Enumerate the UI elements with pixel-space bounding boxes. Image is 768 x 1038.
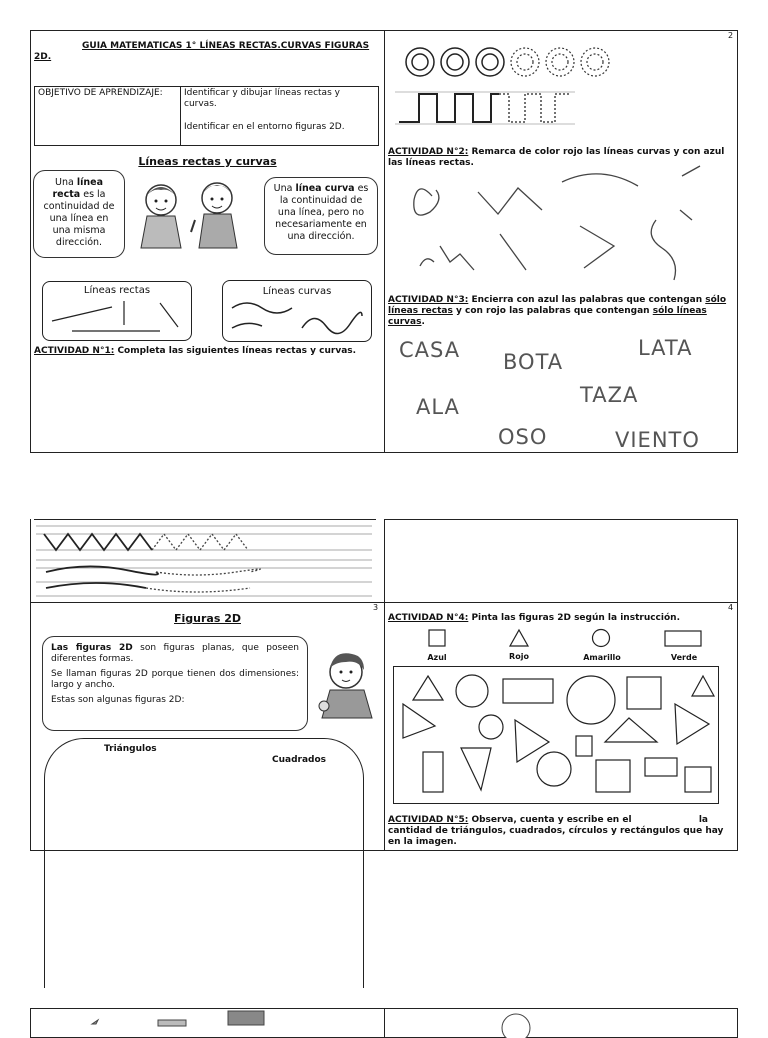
label-squares: Cuadrados [272,755,327,765]
activity-4 [388,613,734,624]
activity-5-text-b: la [698,815,708,825]
zigzag-wave-tracing [36,522,376,600]
legend-rojo: Rojo [509,652,529,661]
bubble-paragraph-1 [51,643,299,665]
children-illustration [125,172,265,254]
activity-3 [388,295,734,328]
activity-3-text-b: y con rojo las palabras que contengan [452,306,653,316]
word-viento: VIENTO [615,428,700,452]
bubble-text-1: son figuras planas, que poseen diferentes formas. [51,643,299,664]
legend-shapes [388,628,734,652]
bubble-left-post: es la continuidad de una línea en una misma dirección. [43,189,115,248]
objective-label: OBJETIVO DE APRENDIZAJE: [38,88,163,98]
activity-5-text-a: Observa, cuenta y escribe en el [468,815,632,825]
word-bota: BOTA [503,350,564,374]
bubble-right-post: es la continuidad de una línea, pero no necesariamente en una dirección. [275,183,369,242]
square-wave-tracing [395,88,585,128]
straight-lines-label: Líneas rectas [83,285,151,296]
activity-3-label: ACTIVIDAD N°3: [388,295,469,305]
activity-1-label: ACTIVIDAD N°1: [34,346,115,356]
label-triangles: Triángulos [104,744,157,754]
curved-lines-drawing [222,280,372,342]
bubble-bold: Las figuras 2D [51,643,133,653]
legend-azul: Azul [427,653,447,662]
bottom-shapes-preview [30,1008,738,1024]
bubble-paragraph-2: Se llaman figuras 2D porque tienen dos dimensiones: largo y ancho. [51,669,299,690]
bubble-left-pre: Una [55,177,77,188]
activity-4-label: ACTIVIDAD N°4: [388,613,469,623]
objective-text-2: Identificar en el entorno figuras 2D. [184,122,345,132]
activity-1 [34,346,374,357]
curved-lines-label: Líneas curvas [262,286,332,297]
activity-4-text: Pinta las figuras 2D según la instrucción. [468,613,680,623]
straight-line-bubble [33,170,125,258]
circles-tracing [400,44,620,80]
figures-heading: Figuras 2D [174,612,241,625]
word-oso: OSO [498,425,548,449]
activity-2-text: Remarca de color rojo las líneas curvas y con azul las líneas rectas. [388,147,725,168]
page-1-title: GUIA MATEMATICAS 1° LÍNEAS RECTAS.CURVAS FIGURAS 2D. [34,41,370,62]
page-number-4: 4 [728,603,734,612]
continuation-top-rule [34,519,376,520]
activity-5-text-c: cantidad de triángulos, cuadrados, círculos y rectángulos que hay en la imagen. [388,826,724,847]
activity-5 [388,815,734,848]
legend-verde: Verde [670,653,698,662]
word-casa: CASA [399,338,461,362]
lines-heading: Líneas rectas y curvas [138,155,277,168]
activity-2 [388,147,734,169]
shapes-to-color [393,666,719,804]
objective-divider [180,86,181,146]
word-lata: LATA [638,336,693,360]
activity-3-text-c: . [421,317,425,327]
bubble-right-bold: línea curva [295,183,355,194]
bubble-paragraph-3: Estas son algunas figuras 2D: [51,695,185,705]
blank-panel [384,519,738,603]
activity-2-label: ACTIVIDAD N°2: [388,147,469,157]
page-number-3: 3 [373,603,379,612]
bubble-left-bold: línea recta [52,177,103,200]
bubble-right-pre: Una [273,183,296,194]
figures-frame [44,738,364,988]
figures-info-bubble [42,636,308,731]
legend-amarillo: Amarillo [583,653,621,662]
boy-illustration [312,646,378,720]
word-ala: ALA [416,395,460,419]
activity-1-text: Completa las siguientes líneas rectas y curvas. [114,346,357,356]
mixed-lines-drawing [400,170,720,285]
activity-3-underline-1: sólo líneas rectas [388,295,727,316]
activity-3-text-a: Encierra con azul las palabras que contengan [468,295,706,305]
page-number-2: 2 [728,31,734,40]
activity-3-underline-2: sólo líneas curvas [388,306,707,327]
straight-lines-drawing [42,281,192,341]
curved-line-bubble [264,177,378,255]
word-taza: TAZA [580,383,639,407]
objective-text-1: Identificar y dibujar líneas rectas y curvas. [184,88,340,109]
activity-5-label: ACTIVIDAD N°5: [388,815,469,825]
